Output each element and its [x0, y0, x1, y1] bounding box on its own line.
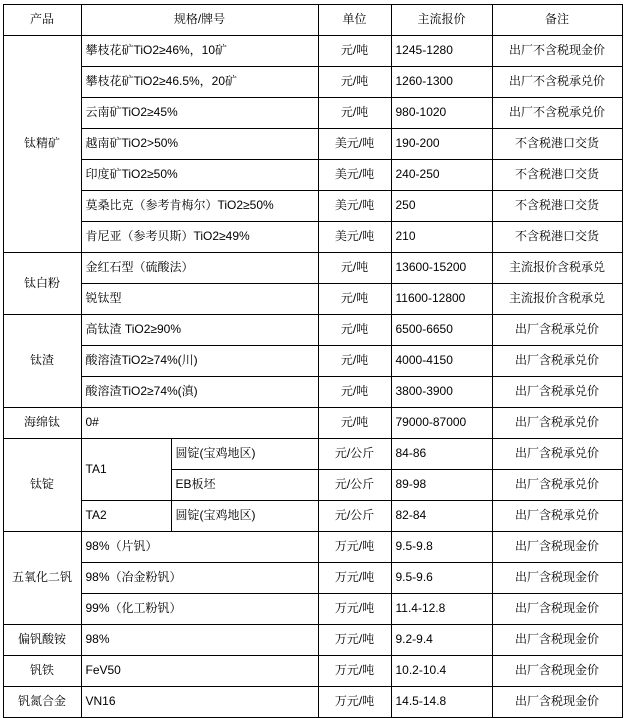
product-category-cell: 钛精矿 — [3, 36, 81, 253]
product-category-cell: 钒氮合金 — [3, 687, 81, 718]
spec-cell: 云南矿TiO2≥45% — [81, 98, 318, 129]
price-cell: 89-98 — [391, 470, 492, 501]
unit-cell: 元/公斤 — [318, 501, 391, 532]
price-cell: 4000-4150 — [391, 346, 492, 377]
unit-cell: 万元/吨 — [318, 532, 391, 563]
product-category-cell: 五氧化二钒 — [3, 532, 81, 625]
table-row — [3, 67, 622, 98]
spec-cell: 0# — [81, 408, 318, 439]
header-price: 主流报价 — [391, 5, 492, 36]
note-cell: 出厂含税承兑价 — [492, 408, 622, 439]
note-cell: 出厂含税现金价 — [492, 687, 622, 718]
unit-cell: 万元/吨 — [318, 656, 391, 687]
note-cell: 主流报价含税承兑 — [492, 284, 622, 315]
table-row — [3, 687, 622, 718]
unit-cell: 元/吨 — [318, 408, 391, 439]
table-row — [3, 98, 622, 129]
note-cell: 不含税港口交货 — [492, 191, 622, 222]
table-body — [3, 36, 622, 718]
product-category-cell: 钛渣 — [3, 315, 81, 408]
commodity-price-table — [3, 4, 623, 718]
note-cell: 出厂含税承兑价 — [492, 315, 622, 346]
note-cell: 出厂含税承兑价 — [492, 439, 622, 470]
price-cell: 9.2-9.4 — [391, 625, 492, 656]
product-category-cell: 钒铁 — [3, 656, 81, 687]
table-row — [3, 129, 622, 160]
spec-cell: 肯尼亚（参考贝斯）TiO2≥49% — [81, 222, 318, 253]
note-cell: 出厂含税现金价 — [492, 594, 622, 625]
unit-cell: 美元/吨 — [318, 129, 391, 160]
table-header — [3, 5, 622, 36]
spec-cell: 金红石型（硫酸法） — [81, 253, 318, 284]
unit-cell: 美元/吨 — [318, 222, 391, 253]
header-note: 备注 — [492, 5, 622, 36]
spec-cell: 98% — [81, 625, 318, 656]
unit-cell: 元/吨 — [318, 284, 391, 315]
spec-cell: FeV50 — [81, 656, 318, 687]
price-cell: 9.5-9.8 — [391, 532, 492, 563]
price-cell: 14.5-14.8 — [391, 687, 492, 718]
table-row — [3, 656, 622, 687]
spec-cell: 98%（冶金粉钒） — [81, 563, 318, 594]
price-cell: 250 — [391, 191, 492, 222]
header-product: 产品 — [3, 5, 81, 36]
note-cell: 出厂不含税承兑价 — [492, 67, 622, 98]
spec-cell: EB板坯 — [171, 470, 318, 501]
spec-cell: 越南矿TiO2>50% — [81, 129, 318, 160]
table-row — [3, 594, 622, 625]
table-row — [3, 625, 622, 656]
table-row — [3, 532, 622, 563]
product-category-cell: 海绵钛 — [3, 408, 81, 439]
spec-cell: 攀枝花矿TiO2≥46%，10矿 — [81, 36, 318, 67]
spec-cell: 酸溶渣TiO2≥74%(滇) — [81, 377, 318, 408]
unit-cell: 元/吨 — [318, 67, 391, 98]
unit-cell: 元/吨 — [318, 98, 391, 129]
price-cell: 13600-15200 — [391, 253, 492, 284]
table-row — [3, 160, 622, 191]
spec-cell: 99%（化工粉钒） — [81, 594, 318, 625]
unit-cell: 元/吨 — [318, 36, 391, 67]
spec-cell: 锐钛型 — [81, 284, 318, 315]
product-category-cell: 钛锭 — [3, 439, 81, 532]
header-unit: 单位 — [318, 5, 391, 36]
price-cell: 84-86 — [391, 439, 492, 470]
price-cell: 3800-3900 — [391, 377, 492, 408]
unit-cell: 美元/吨 — [318, 160, 391, 191]
grade-cell: TA1 — [81, 439, 171, 501]
note-cell: 主流报价含税承兑 — [492, 253, 622, 284]
unit-cell: 元/公斤 — [318, 470, 391, 501]
price-cell: 190-200 — [391, 129, 492, 160]
unit-cell: 元/吨 — [318, 315, 391, 346]
product-category-cell: 偏钒酸铵 — [3, 625, 81, 656]
price-cell: 11600-12800 — [391, 284, 492, 315]
note-cell: 出厂含税现金价 — [492, 625, 622, 656]
table-row — [3, 346, 622, 377]
note-cell: 出厂不含税承兑价 — [492, 98, 622, 129]
spec-cell: 圆锭(宝鸡地区) — [171, 501, 318, 532]
note-cell: 出厂含税承兑价 — [492, 470, 622, 501]
product-category-cell: 钛白粉 — [3, 253, 81, 315]
note-cell: 出厂含税承兑价 — [492, 346, 622, 377]
price-cell: 82-84 — [391, 501, 492, 532]
unit-cell: 元/吨 — [318, 377, 391, 408]
spec-cell: 圆锭(宝鸡地区) — [171, 439, 318, 470]
price-cell: 1245-1280 — [391, 36, 492, 67]
unit-cell: 元/公斤 — [318, 439, 391, 470]
spec-cell: 攀枝花矿TiO2≥46.5%，20矿 — [81, 67, 318, 98]
header-spec: 规格/牌号 — [81, 5, 318, 36]
note-cell: 出厂含税现金价 — [492, 563, 622, 594]
price-cell: 11.4-12.8 — [391, 594, 492, 625]
table-row — [3, 315, 622, 346]
price-cell: 6500-6650 — [391, 315, 492, 346]
note-cell: 出厂含税现金价 — [492, 532, 622, 563]
table-row — [3, 377, 622, 408]
note-cell: 不含税港口交货 — [492, 222, 622, 253]
price-cell: 240-250 — [391, 160, 492, 191]
unit-cell: 美元/吨 — [318, 191, 391, 222]
price-cell: 210 — [391, 222, 492, 253]
table-row — [3, 501, 622, 532]
price-cell: 980-1020 — [391, 98, 492, 129]
table-row — [3, 408, 622, 439]
unit-cell: 万元/吨 — [318, 594, 391, 625]
price-cell: 9.5-9.6 — [391, 563, 492, 594]
price-cell: 10.2-10.4 — [391, 656, 492, 687]
price-cell: 1260-1300 — [391, 67, 492, 98]
unit-cell: 万元/吨 — [318, 563, 391, 594]
table-row — [3, 253, 622, 284]
note-cell: 不含税港口交货 — [492, 129, 622, 160]
spec-cell: 高钛渣 TiO2≥90% — [81, 315, 318, 346]
note-cell: 出厂不含税现金价 — [492, 36, 622, 67]
header-row — [3, 5, 622, 36]
note-cell: 不含税港口交货 — [492, 160, 622, 191]
price-cell: 79000-87000 — [391, 408, 492, 439]
spec-cell: 酸溶渣TiO2≥74%(川) — [81, 346, 318, 377]
unit-cell: 万元/吨 — [318, 687, 391, 718]
note-cell: 出厂含税承兑价 — [492, 501, 622, 532]
unit-cell: 万元/吨 — [318, 625, 391, 656]
spec-cell: 莫桑比克（参考肯梅尔）TiO2≥50% — [81, 191, 318, 222]
table-row — [3, 36, 622, 67]
grade-cell: TA2 — [81, 501, 171, 532]
table-row — [3, 284, 622, 315]
spec-cell: VN16 — [81, 687, 318, 718]
note-cell: 出厂含税承兑价 — [492, 377, 622, 408]
note-cell: 出厂含税现金价 — [492, 656, 622, 687]
spec-cell: 印度矿TiO2≥50% — [81, 160, 318, 191]
unit-cell: 元/吨 — [318, 253, 391, 284]
table-row — [3, 439, 622, 470]
table-row — [3, 191, 622, 222]
table-row — [3, 563, 622, 594]
table-row — [3, 222, 622, 253]
spec-cell: 98%（片钒） — [81, 532, 318, 563]
unit-cell: 元/吨 — [318, 346, 391, 377]
